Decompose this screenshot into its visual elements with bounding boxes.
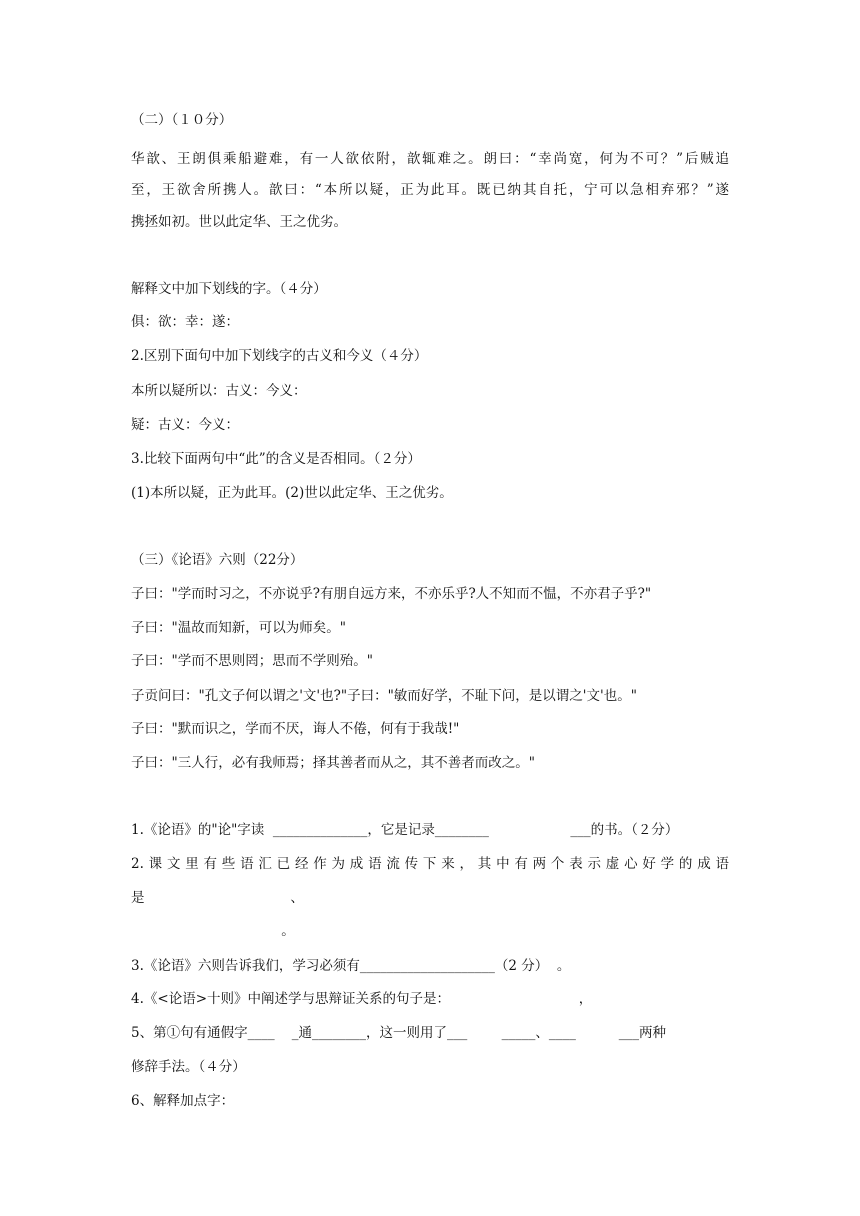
section-2-passage-line-3: 携拯如初。世以此定华、王之优劣。 [131, 214, 347, 230]
section-3-question-3: 3.《论语》六则告诉我们，学习必须有____________________（2 分） 。 [131, 958, 571, 974]
section-2-question-2: 2.区别下面句中加下划线字的古义和今义（４分） [131, 348, 428, 364]
section-2-passage-line-2: 至，王欲舍所携人。歆曰：“本所以疑，正为此耳。既已纳其自托，宁可以急相弃邪？”遂 [131, 182, 729, 198]
section-3-header: （三）《论语》六则（22分） [131, 552, 304, 568]
section-2-question-1: 解释文中加下划线的字。（４分） [131, 281, 327, 297]
analects-rule-4: 子贡问曰："孔文子何以谓之'文'也?"子曰："敏而好学，不耻下问，是以谓之'文'也。" [131, 688, 637, 704]
section-2-header: （二）（１０分） [131, 112, 233, 128]
analects-rule-3: 子曰："学而不思则罔；思而不学则殆。" [131, 653, 373, 669]
section-3-question-4: 4.《<论语>十则》中阐述学与思辩证关系的句子是： ， [131, 991, 593, 1007]
section-2-question-2-item-b: 疑：古义：今义： [131, 417, 239, 433]
analects-rule-1: 子曰："学而时习之，不亦说乎?有朋自远方来，不亦乐乎?人不知而不愠，不亦君子乎?" [131, 586, 652, 602]
section-2-passage-line-1: 华歆、王朗俱乘船避难，有一人欲依附，歆辄难之。朗曰：“幸尚宽，何为不可？”后贼追 [131, 151, 729, 167]
section-2-question-2-item-a: 本所以疑所以：古义：今义： [131, 383, 307, 399]
section-3-question-2-end: 。 [131, 923, 295, 939]
section-2-question-3: 3.比较下面两句中“此”的含义是否相同。（２分） [131, 451, 421, 467]
analects-rule-5: 子曰："默而识之，学而不厌，诲人不倦，何有于我哉!" [131, 721, 460, 737]
analects-rule-6: 子曰："三人行，必有我师焉；择其善者而从之，其不善者而改之。" [131, 755, 535, 771]
section-2-question-1-items: 俱：欲：幸：遂： [131, 314, 239, 330]
section-3-question-1: 1.《论语》的"论"字读 ______________，它是记录________ ___的书。（２分） [131, 822, 679, 838]
section-3-question-5: 5、第①句有通假字____ _通________，这一则用了___ _____、____ ___两种 [131, 1025, 666, 1041]
section-3-question-2-answer-line: 是 、 [131, 890, 304, 906]
analects-rule-2: 子曰："温故而知新，可以为师矣。" [131, 620, 346, 636]
section-3-question-5-cont: 修辞手法。（４分） [131, 1059, 246, 1075]
section-3-question-2: 2.课文里有些语汇已经作为成语流传下来，其中有两个表示虚心好学的成语 [131, 856, 729, 872]
section-3-question-6: 6、解释加点字： [131, 1093, 235, 1109]
section-2-question-3-sentences: (1)本所以疑，正为此耳。(2)世以此定华、王之优劣。 [131, 485, 453, 501]
